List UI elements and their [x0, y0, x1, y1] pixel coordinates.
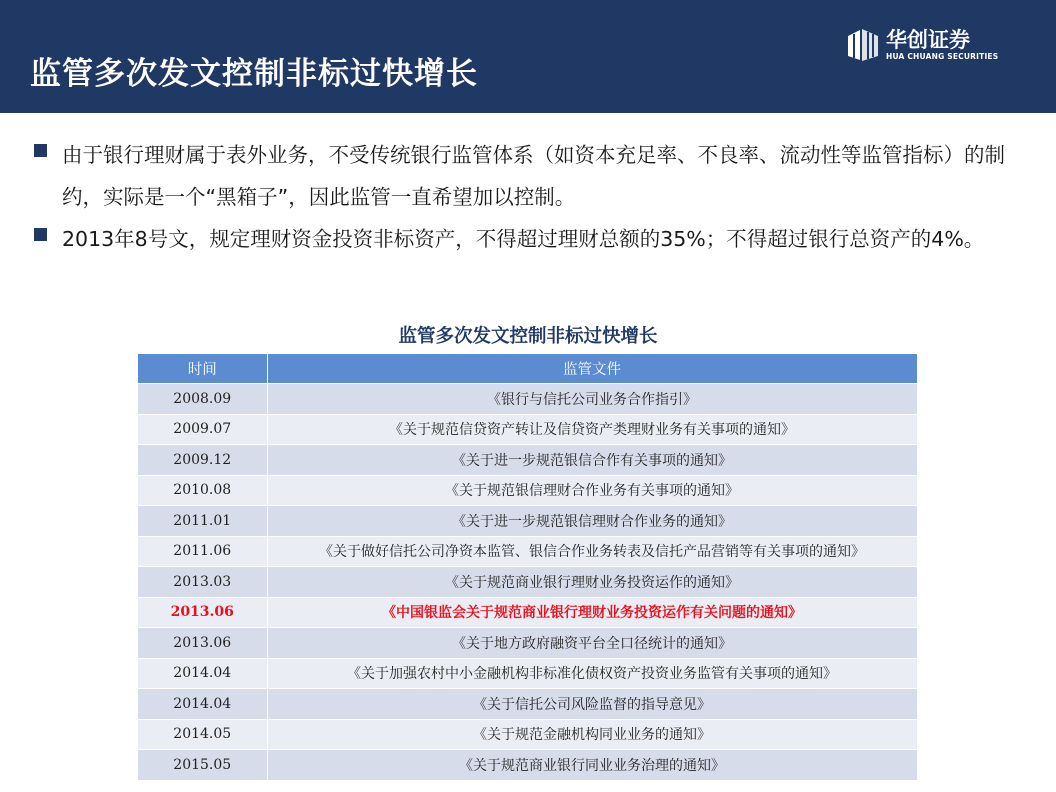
- square-bullet-icon: [34, 144, 47, 157]
- cell-time: 2014.04: [138, 658, 267, 689]
- bullet-text: 2013年8号文，规定理财资金投资非标资产，不得超过理财总额的35%；不得超过银行总资产的4%。: [62, 227, 985, 251]
- page-title: 监管多次发文控制非标过快增长: [30, 56, 478, 92]
- square-bullet-icon: [34, 228, 47, 241]
- cell-document: 《关于加强农村中小金融机构非标准化债权资产投资业务监管有关事项的通知》: [267, 658, 917, 689]
- cell-document: 《关于进一步规范银信理财合作业务的通知》: [267, 506, 917, 537]
- cell-time: 2009.07: [138, 414, 267, 445]
- logo-chinese-name: 华创证券: [886, 28, 970, 52]
- cell-document: 《中国银监会关于规范商业银行理财业务投资运作有关问题的通知》: [267, 597, 917, 628]
- cell-time: 2014.04: [138, 689, 267, 720]
- column-header-document: 监管文件: [267, 354, 917, 384]
- cell-time: 2011.06: [138, 536, 267, 567]
- table-header-row: [138, 354, 917, 384]
- cell-document: 《银行与信托公司业务合作指引》: [267, 384, 917, 415]
- header-bar: [0, 0, 1056, 113]
- table-row: [138, 536, 917, 567]
- cell-time: 2015.05: [138, 750, 267, 780]
- table-row: [138, 597, 917, 628]
- table-row: [138, 445, 917, 476]
- logo-mark-icon: [846, 26, 880, 62]
- cell-document: 《关于规范商业银行理财业务投资运作的通知》: [267, 567, 917, 598]
- cell-document: 《关于信托公司风险监督的指导意见》: [267, 689, 917, 720]
- cell-document: 《关于规范金融机构同业业务的通知》: [267, 719, 917, 750]
- table-row: [138, 750, 917, 780]
- table-body: [138, 384, 917, 780]
- company-logo: [846, 24, 1006, 66]
- table-row: [138, 689, 917, 720]
- cell-time: 2013.06: [138, 597, 267, 628]
- table-row: [138, 567, 917, 598]
- cell-document: 《关于规范商业银行同业业务治理的通知》: [267, 750, 917, 780]
- cell-time: 2008.09: [138, 384, 267, 415]
- table-row: [138, 475, 917, 506]
- regulation-table: [138, 354, 918, 780]
- table-row: [138, 506, 917, 537]
- logo-english-name: HUA CHUANG SECURITIES: [886, 52, 999, 61]
- cell-time: 2013.06: [138, 628, 267, 659]
- table-row: [138, 658, 917, 689]
- cell-time: 2009.12: [138, 445, 267, 476]
- cell-document: 《关于进一步规范银信合作有关事项的通知》: [267, 445, 917, 476]
- bullet-text: 由于银行理财属于表外业务，不受传统银行监管体系（如资本充足率、不良率、流动性等监管指标）的制约，实际是一个“黑箱子”，因此监管一直希望加以控制。: [62, 143, 1005, 209]
- table-row: [138, 414, 917, 445]
- cell-time: 2013.03: [138, 567, 267, 598]
- cell-time: 2011.01: [138, 506, 267, 537]
- cell-document: 《关于规范银信理财合作业务有关事项的通知》: [267, 475, 917, 506]
- cell-document: 《关于地方政府融资平台全口径统计的通知》: [267, 628, 917, 659]
- column-header-time: 时间: [138, 354, 267, 384]
- cell-document: 《关于做好信托公司净资本监管、银信合作业务转表及信托产品营销等有关事项的通知》: [267, 536, 917, 567]
- table-row: [138, 628, 917, 659]
- table-row: [138, 384, 917, 415]
- cell-time: 2014.05: [138, 719, 267, 750]
- table-row: [138, 719, 917, 750]
- table-title: 监管多次发文控制非标过快增长: [398, 326, 658, 347]
- cell-time: 2010.08: [138, 475, 267, 506]
- cell-document: 《关于规范信贷资产转让及信贷资产类理财业务有关事项的通知》: [267, 414, 917, 445]
